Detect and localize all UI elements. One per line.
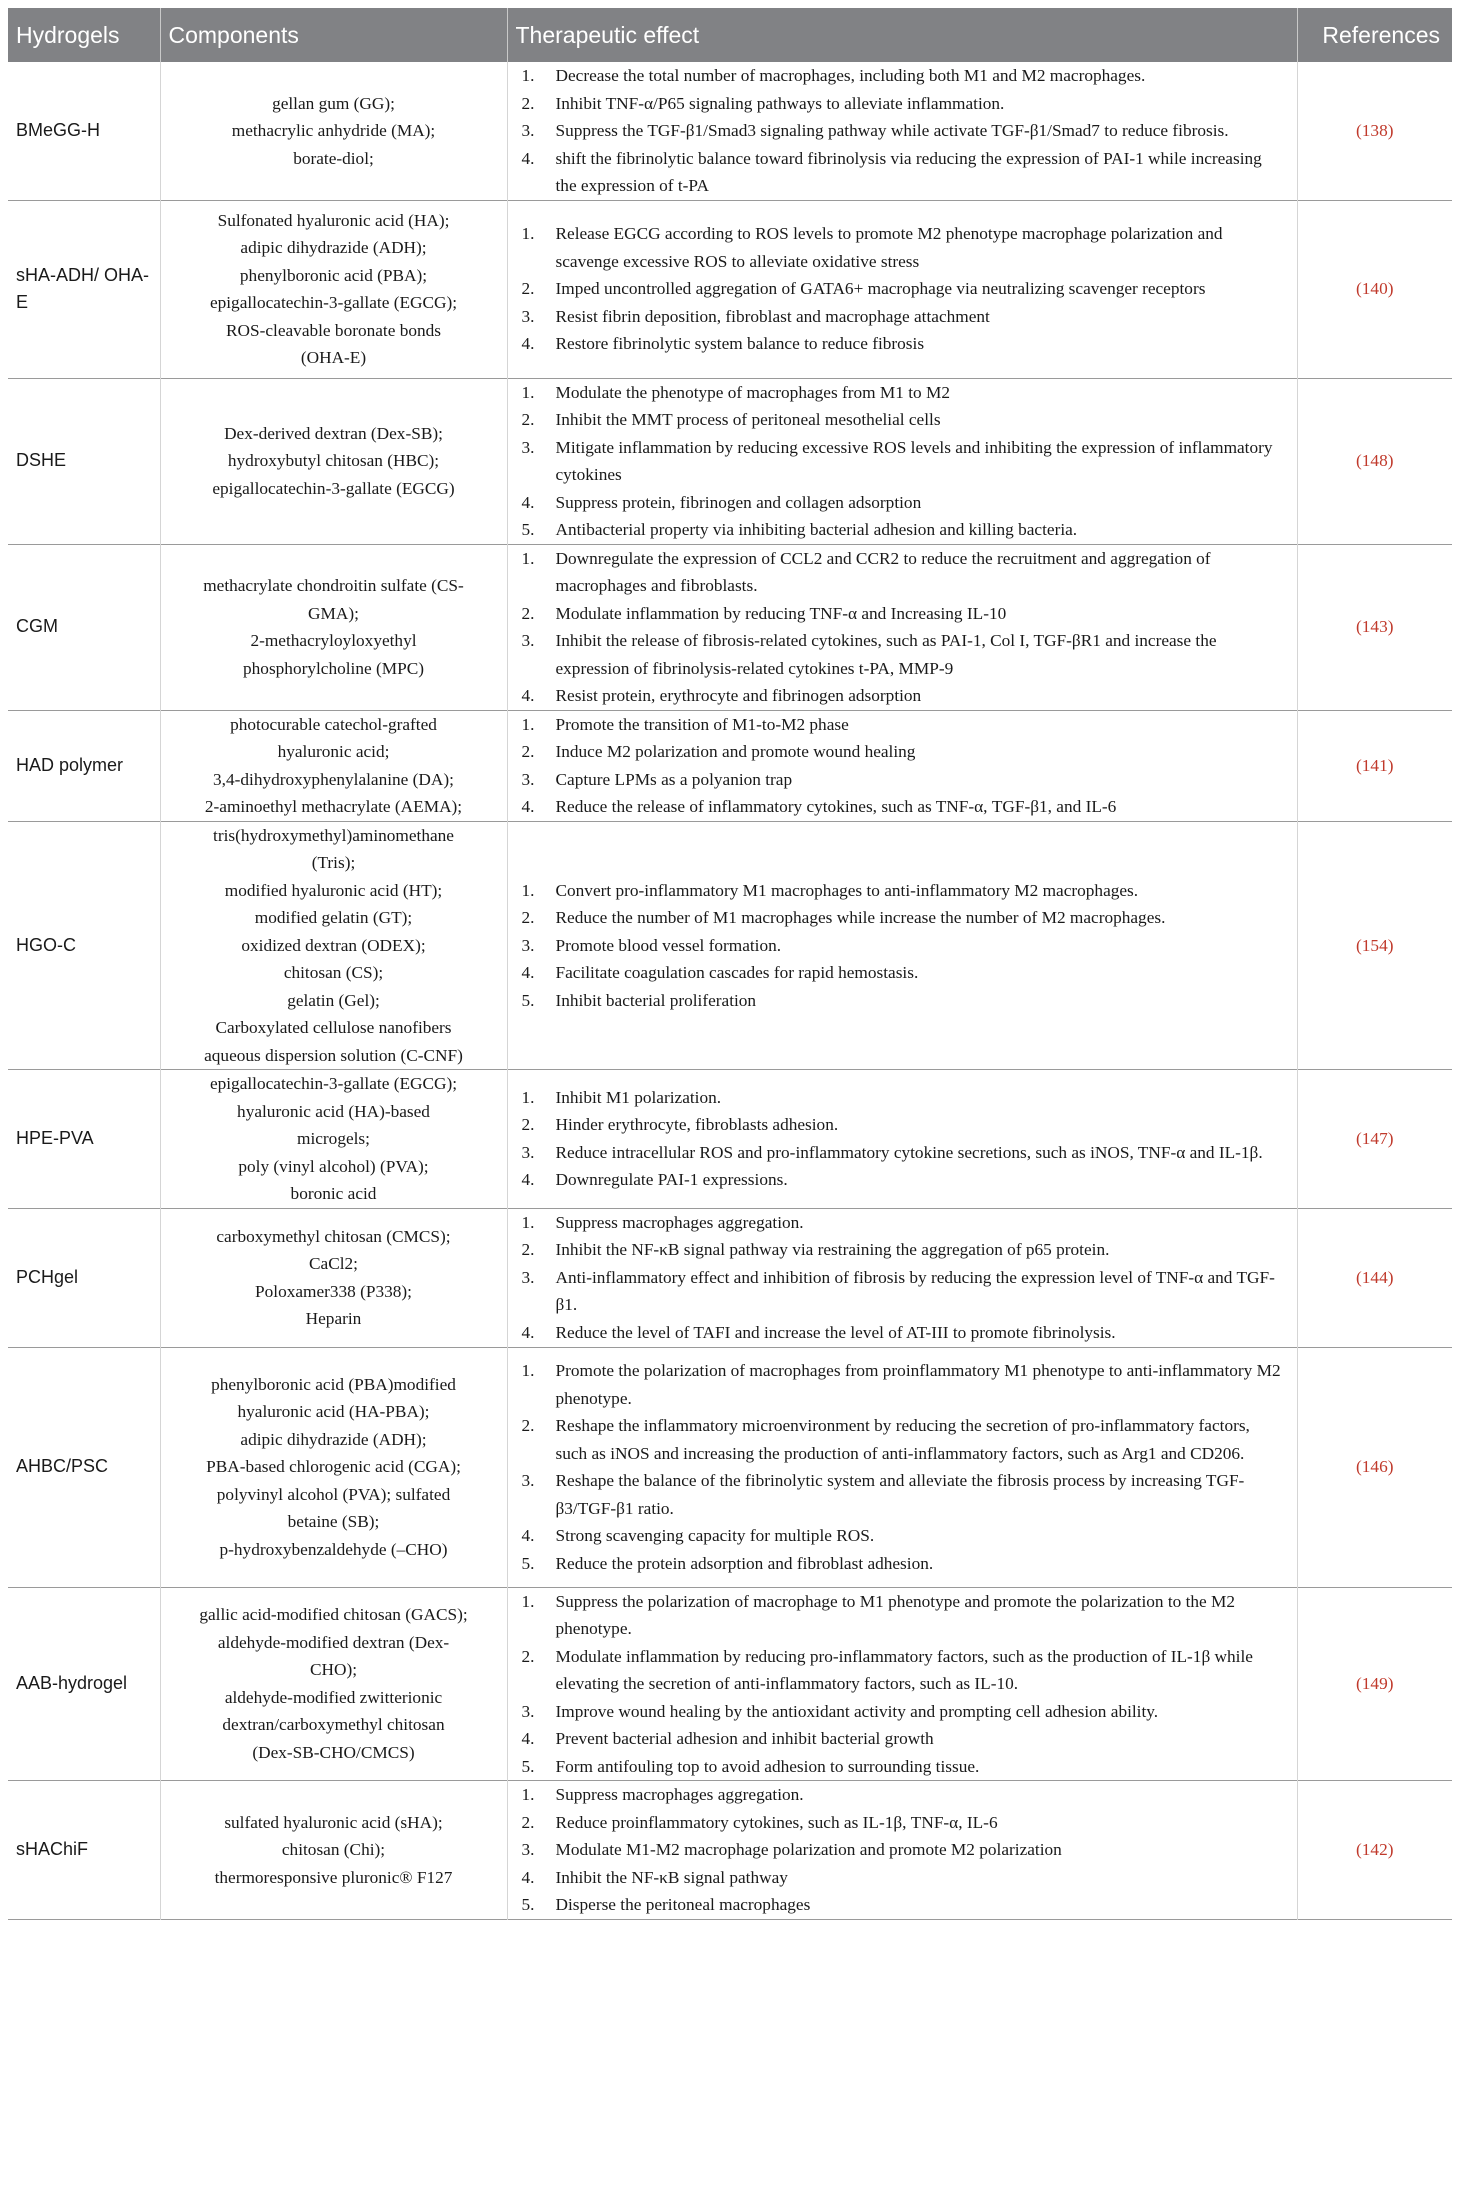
hydrogel-name: HAD polymer: [8, 710, 160, 821]
table-row: [8, 1781, 1452, 1920]
reference-cell: (154): [1356, 935, 1394, 955]
reference-link[interactable]: 147: [1361, 1129, 1388, 1148]
effect-item: Inhibit M1 polarization.: [555, 1087, 722, 1107]
hydrogel-table: [8, 8, 1452, 1920]
component-line: carboxymethyl chitosan (CMCS);: [216, 1226, 451, 1246]
effect-list: [522, 62, 1285, 200]
effect-item: Convert pro-inflammatory M1 macrophages to anti-inflammatory M2 macrophages.: [555, 880, 1139, 900]
components-cell: [160, 1781, 507, 1920]
effect-item: Modulate M1-M2 macrophage polarization and promote M2 polarization: [555, 1840, 1062, 1859]
component-line: epigallocatechin-3-gallate (EGCG): [212, 478, 455, 498]
table-row: [8, 200, 1452, 378]
table-row: [8, 62, 1452, 200]
effect-item: Reduce intracellular ROS and pro-inflammatory cytokine secretions, such as iNOS, TNF-α and IL-1β.: [555, 1142, 1263, 1162]
reference-link[interactable]: 138: [1361, 121, 1388, 140]
reference-link[interactable]: 142: [1361, 1840, 1388, 1859]
component-line: (Dex-SB-CHO/CMCS): [252, 1742, 415, 1762]
effect-list: [522, 1781, 1285, 1919]
component-line: borate-diol;: [293, 148, 374, 168]
effect-item: Decrease the total number of macrophages, including both M1 and M2 macrophages.: [555, 66, 1146, 85]
therapeutic-effect-cell: [507, 710, 1297, 821]
effect-item: Suppress macrophages aggregation.: [555, 1785, 804, 1804]
effect-item: Modulate inflammation by reducing TNF-α and Increasing IL-10: [555, 603, 1007, 623]
effect-item: Restore fibrinolytic system balance to reduce fibrosis: [555, 334, 925, 354]
components-cell: [160, 1208, 507, 1347]
effect-item: Form antifouling top to avoid adhesion to surrounding tissue.: [555, 1756, 980, 1776]
effect-item: Suppress the polarization of macrophage to M1 phenotype and promote the polarization to the M2 phenotype.: [555, 1591, 1236, 1638]
effect-item: Inhibit the NF-κB signal pathway: [555, 1867, 788, 1887]
therapeutic-effect-cell: [507, 1781, 1297, 1920]
component-line: (OHA-E): [300, 348, 367, 367]
reference-cell: (143): [1356, 617, 1394, 637]
effect-item: Facilitate coagulation cascades for rapid hemostasis.: [555, 963, 919, 982]
hydrogel-name: CGM: [8, 544, 160, 710]
effect-list: [522, 711, 1285, 821]
components-cell: [160, 544, 507, 710]
component-line: (Tris);: [311, 853, 356, 872]
component-line: methacrylate chondroitin sulfate (CS-: [203, 576, 464, 595]
effect-item: Disperse the peritoneal macrophages: [555, 1895, 811, 1914]
table-row: [8, 1587, 1452, 1781]
header-hydrogels: Hydrogels: [8, 8, 160, 62]
effect-item: Strong scavenging capacity for multiple ROS.: [555, 1526, 875, 1545]
component-line: methacrylic anhydride (MA);: [231, 121, 436, 140]
effect-item: Imped uncontrolled aggregation of GATA6+ macrophage via neutralizing scavenger receptors: [555, 279, 1206, 299]
component-line: hyaluronic acid (HA)-based: [237, 1101, 430, 1121]
component-line: PBA-based chlorogenic acid (CGA);: [206, 1457, 461, 1477]
component-line: phenylboronic acid (PBA)modified: [211, 1374, 456, 1394]
component-line: modified hyaluronic acid (HT);: [224, 880, 443, 900]
component-line: gelatin (Gel);: [287, 990, 380, 1010]
component-line: Sulfonated hyaluronic acid (HA);: [217, 210, 450, 230]
effect-list: [522, 877, 1285, 1015]
effect-item: Suppress the TGF-β1/Smad3 signaling pathway while activate TGF-β1/Smad7 to reduce fibrosis.: [555, 121, 1229, 140]
effect-item: Promote the transition of M1-to-M2 phase: [555, 714, 849, 734]
reference-cell: (147): [1356, 1129, 1394, 1148]
table-row: [8, 821, 1452, 1070]
component-line: modified gelatin (GT);: [254, 908, 413, 927]
table-row: [8, 1347, 1452, 1587]
components-cell: [160, 200, 507, 378]
effect-item: Suppress protein, fibrinogen and collagen adsorption: [555, 492, 922, 512]
table-container: [8, 8, 1452, 1920]
component-line: poly (vinyl alcohol) (PVA);: [238, 1156, 429, 1176]
component-line: chitosan (CS);: [283, 963, 384, 982]
reference-cell: (149): [1356, 1674, 1394, 1693]
reference-link[interactable]: 140: [1361, 279, 1388, 299]
effect-item: Inhibit TNF-α/P65 signaling pathways to alleviate inflammation.: [555, 93, 1005, 113]
table-row: [8, 710, 1452, 821]
reference-link[interactable]: 144: [1361, 1267, 1388, 1287]
table-row: [8, 544, 1452, 710]
component-line: hydroxybutyl chitosan (HBC);: [227, 451, 440, 471]
effect-item: Modulate the phenotype of macrophages from M1 to M2: [555, 382, 950, 402]
effect-list: [522, 220, 1285, 358]
component-line: aldehyde-modified zwitterionic: [224, 1687, 443, 1707]
effect-item: Reduce the release of inflammatory cytokines, such as TNF-α, TGF-β1, and IL-6: [555, 797, 1117, 816]
components-cell: [160, 1070, 507, 1209]
therapeutic-effect-cell: [507, 62, 1297, 200]
component-line: dextran/carboxymethyl chitosan: [222, 1715, 445, 1735]
therapeutic-effect-cell: [507, 200, 1297, 378]
table-body: [8, 62, 1452, 1919]
header-components: Components: [160, 8, 507, 62]
reference-cell: (141): [1356, 755, 1394, 775]
effect-item: Promote the polarization of macrophages from proinflammatory M1 phenotype to anti-inflammatory M2 phenotype.: [555, 1361, 1281, 1408]
effect-item: Reduce the level of TAFI and increase the level of AT-III to promote fibrinolysis.: [555, 1322, 1116, 1342]
reference-link[interactable]: 146: [1361, 1457, 1388, 1477]
component-line: Heparin: [305, 1309, 362, 1328]
hydrogel-name: DSHE: [8, 378, 160, 544]
component-line: microgels;: [297, 1129, 370, 1148]
hydrogel-name: HPE-PVA: [8, 1070, 160, 1209]
reference-link[interactable]: 149: [1361, 1674, 1388, 1693]
reference-cell: (140): [1356, 279, 1394, 299]
component-line: photocurable catechol-grafted: [230, 714, 437, 734]
reference-link[interactable]: 154: [1361, 935, 1388, 955]
effect-list: [522, 1209, 1285, 1347]
effect-item: Prevent bacterial adhesion and inhibit bacterial growth: [555, 1729, 934, 1748]
component-line: oxidized dextran (ODEX);: [241, 935, 426, 955]
effect-item: Reduce the protein adsorption and fibroblast adhesion.: [555, 1553, 934, 1573]
effect-item: Inhibit the NF-κB signal pathway via restraining the aggregation of p65 protein.: [555, 1240, 1110, 1260]
component-line: adipic dihydrazide (ADH);: [240, 238, 427, 257]
effect-item: Capture LPMs as a polyanion trap: [555, 769, 793, 789]
component-line: phenylboronic acid (PBA);: [239, 265, 428, 285]
hydrogel-name: AHBC/PSC: [8, 1347, 160, 1587]
effect-item: Inhibit bacterial proliferation: [555, 990, 757, 1010]
component-line: sulfated hyaluronic acid (sHA);: [224, 1812, 443, 1832]
reference-link[interactable]: 148: [1361, 451, 1388, 471]
components-cell: [160, 821, 507, 1070]
effect-item: Anti-inflammatory effect and inhibition of fibrosis by reducing the expression level of TNF-α and TGF-β1.: [555, 1267, 1275, 1315]
component-line: epigallocatechin-3-gallate (EGCG);: [209, 293, 458, 312]
component-line: Poloxamer338 (P338);: [255, 1281, 412, 1301]
component-line: aqueous dispersion solution (C-CNF): [204, 1045, 463, 1065]
component-line: CaCl2;: [309, 1254, 358, 1273]
effect-list: [522, 1084, 1285, 1194]
component-line: hyaluronic acid;: [277, 742, 390, 761]
therapeutic-effect-cell: [507, 544, 1297, 710]
effect-item: Induce M2 polarization and promote wound healing: [555, 742, 916, 761]
component-line: Dex-derived dextran (Dex-SB);: [224, 423, 443, 443]
effect-item: Antibacterial property via inhibiting bacterial adhesion and killing bacteria.: [555, 520, 1078, 539]
therapeutic-effect-cell: [507, 821, 1297, 1070]
hydrogel-name: BMeGG-H: [8, 62, 160, 200]
reference-link[interactable]: 143: [1361, 617, 1388, 637]
therapeutic-effect-cell: [507, 1208, 1297, 1347]
header-row: [8, 8, 1452, 62]
therapeutic-effect-cell: [507, 1587, 1297, 1781]
table-row: [8, 1208, 1452, 1347]
reference-link[interactable]: 141: [1361, 755, 1388, 775]
effect-item: Downregulate PAI-1 expressions.: [555, 1170, 788, 1190]
effect-item: Hinder erythrocyte, fibroblasts adhesion.: [555, 1115, 839, 1135]
effect-item: Suppress macrophages aggregation.: [555, 1212, 804, 1232]
component-line: Carboxylated cellulose nanofibers: [215, 1018, 452, 1037]
component-line: aldehyde-modified dextran (Dex-: [217, 1632, 450, 1652]
component-line: polyvinyl alcohol (PVA); sulfated: [216, 1484, 451, 1504]
component-line: betaine (SB);: [287, 1512, 380, 1532]
component-line: phosphorylcholine (MPC): [243, 658, 424, 678]
component-line: tris(hydroxymethyl)aminomethane: [213, 825, 454, 845]
component-line: GMA);: [308, 603, 359, 623]
components-cell: [160, 1347, 507, 1587]
hydrogel-name: AAB-hydrogel: [8, 1587, 160, 1781]
header-therapeutic-effect: Therapeutic effect: [507, 8, 1297, 62]
component-line: gallic acid-modified chitosan (GACS);: [199, 1605, 468, 1625]
hydrogel-name: HGO-C: [8, 821, 160, 1070]
effect-list: [522, 1588, 1285, 1781]
component-line: CHO);: [309, 1660, 358, 1680]
table-row: [8, 378, 1452, 544]
table-row: [8, 1070, 1452, 1209]
effect-list: [522, 1357, 1285, 1577]
effect-list: [522, 545, 1285, 710]
effect-list: [522, 379, 1285, 544]
effect-item: shift the fibrinolytic balance toward fibrinolysis via reducing the expression of PAI-1 while increasing the expression of t-PA: [555, 148, 1262, 195]
component-line: gellan gum (GG);: [272, 93, 395, 113]
effect-item: Inhibit the release of fibrosis-related cytokines, such as PAI-1, Col I, TGF-βR1 and increase the expression of fibrinolysis-related cytokines t-PA, MMP-9: [555, 631, 1217, 678]
components-cell: [160, 62, 507, 200]
component-line: 2-aminoethyl methacrylate (AEMA);: [204, 797, 463, 816]
reference-cell: (144): [1356, 1267, 1394, 1287]
hydrogel-name: sHAChiF: [8, 1781, 160, 1920]
reference-cell: (146): [1356, 1457, 1394, 1477]
header-references: References: [1297, 8, 1452, 62]
component-line: chitosan (Chi);: [281, 1840, 386, 1859]
hydrogel-name: sHA-ADH/ OHA-E: [8, 200, 160, 378]
component-line: p-hydroxybenzaldehyde (–CHO): [219, 1539, 448, 1559]
component-line: adipic dihydrazide (ADH);: [240, 1429, 427, 1449]
effect-item: Resist fibrin deposition, fibroblast and macrophage attachment: [555, 306, 990, 326]
effect-item: Release EGCG according to ROS levels to promote M2 phenotype macrophage polarization and scavenge excessive ROS to alleviate oxidative stress: [555, 224, 1223, 271]
therapeutic-effect-cell: [507, 1347, 1297, 1587]
effect-item: Resist protein, erythrocyte and fibrinogen adsorption: [555, 686, 922, 705]
effect-item: Reduce the number of M1 macrophages while increase the number of M2 macrophages.: [555, 908, 1166, 927]
reference-cell: (138): [1356, 121, 1394, 140]
effect-item: Reshape the balance of the fibrinolytic system and alleviate the fibrosis process by increasing TGF-β3/TGF-β1 ratio.: [555, 1471, 1245, 1518]
reference-cell: (142): [1356, 1840, 1394, 1859]
effect-item: Improve wound healing by the antioxidant activity and prompting cell adhesion ability.: [555, 1701, 1159, 1721]
effect-item: Inhibit the MMT process of peritoneal mesothelial cells: [555, 410, 941, 429]
effect-item: Downregulate the expression of CCL2 and CCR2 to reduce the recruitment and aggregation of macrophages and fibroblasts.: [555, 548, 1211, 595]
effect-item: Reduce proinflammatory cytokines, such as IL-1β, TNF-α, IL-6: [555, 1812, 998, 1832]
components-cell: [160, 378, 507, 544]
therapeutic-effect-cell: [507, 378, 1297, 544]
component-line: hyaluronic acid (HA-PBA);: [237, 1402, 430, 1422]
effect-item: Modulate inflammation by reducing pro-inflammatory factors, such as the production of IL-1β while elevating the secretion of anti-inflammatory factors, such as IL-10.: [555, 1646, 1253, 1693]
table-header: [8, 8, 1452, 62]
component-line: boronic acid: [290, 1184, 377, 1203]
component-line: 2-methacryloyloxyethyl: [250, 631, 417, 650]
hydrogel-name: PCHgel: [8, 1208, 160, 1347]
component-line: ROS-cleavable boronate bonds: [226, 320, 441, 340]
effect-item: Reshape the inflammatory microenvironment by reducing the secretion of pro-inflammatory factors, such as iNOS and increasing the production of anti-inflammatory factors, such as Arg1 and CD206.: [555, 1416, 1250, 1463]
therapeutic-effect-cell: [507, 1070, 1297, 1209]
effect-item: Mitigate inflammation by reducing excessive ROS levels and inhibiting the expression of inflammatory cytokines: [555, 437, 1273, 484]
components-cell: [160, 1587, 507, 1781]
reference-cell: (148): [1356, 451, 1394, 471]
component-line: epigallocatechin-3-gallate (EGCG);: [209, 1074, 458, 1093]
component-line: thermoresponsive pluronic® F127: [214, 1867, 453, 1887]
effect-item: Promote blood vessel formation.: [555, 935, 782, 955]
component-line: 3,4-dihydroxyphenylalanine (DA);: [213, 769, 454, 789]
components-cell: [160, 710, 507, 821]
